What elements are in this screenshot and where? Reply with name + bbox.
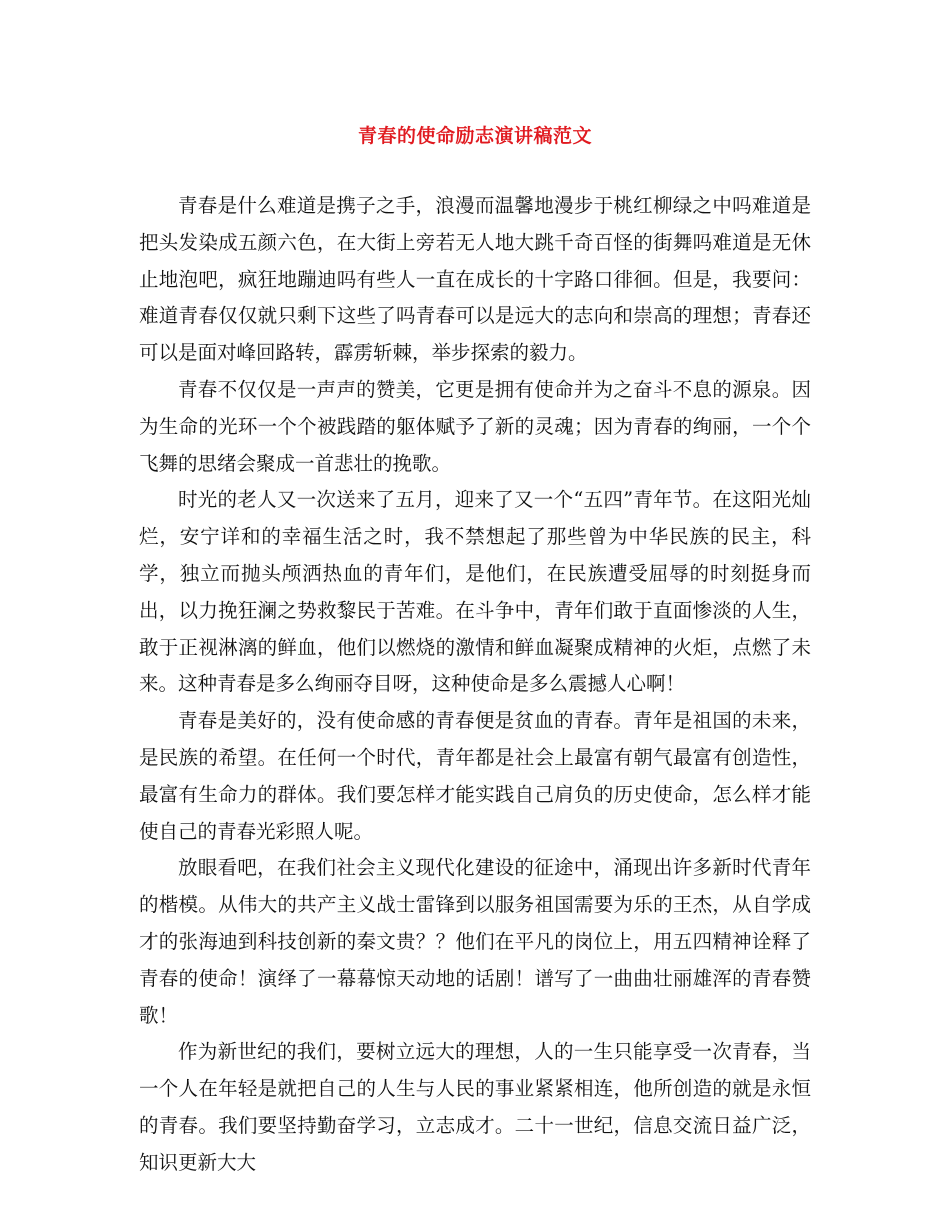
paragraph-4: 青春是美好的，没有使命感的青春便是贫血的青春。青年是祖国的未来，是民族的希望。在任何一个时代，青年都是社会上最富有朝气最富有创造性，最富有生命力的群体。我们要怎样才能实践自己肩负的历史使命，怎么样才能使自己的青春光彩照人呢。 — [139, 709, 811, 843]
document-title: 青春的使命励志演讲稿范文 — [357, 125, 592, 147]
paragraph-2: 青春不仅仅是一声声的赞美，它更是拥有使命并为之奋斗不息的源泉。因为生命的光环一个个被践踏的躯体赋予了新的灵魂；因为青春的绚丽，一个个飞舞的思绪会聚成一首悲壮的挽歌。 — [139, 377, 811, 475]
paragraph-1: 青春是什么难道是携子之手，浪漫而温馨地漫步于桃红柳绿之中吗难道是把头发染成五颜六色，在大街上旁若无人地大跳千奇百怪的街舞吗难道是无休止地泡吧，疯狂地蹦迪吗有些人一直在成长的十字路口徘徊。但是，我要问：难道青春仅仅就只剩下这些了吗青春可以是远大的志向和崇高的理想；青春还可以是面对峰回路转，霹雳斩棘，举步探索的毅力。 — [139, 194, 811, 365]
paragraph-5: 放眼看吧，在我们社会主义现代化建设的征途中，涌现出许多新时代青年的楷模。从伟大的共产主义战士雷锋到以服务祖国需要为乐的王杰，从自学成才的张海迪到科技创新的秦文贵？？他们在平凡的岗位上，用五四精神诠释了青春的使命！演绎了一幕幕惊天动地的话剧！谱写了一曲曲壮丽雄浑的青春赞歌！ — [139, 856, 811, 1027]
paragraph-3: 时光的老人又一次送来了五月，迎来了又一个“五四”青年节。在这阳光灿烂，安宁详和的幸福生活之时，我不禁想起了那些曾为中华民族的民主，科学，独立而抛头颅洒热血的青年们，是他们，在民族遭受屈辱的时刻挺身而出，以力挽狂澜之势救黎民于苦难。在斗争中，青年们敢于直面惨淡的人生，敢于正视淋漓的鲜血，他们以燃烧的激情和鲜血凝聚成精神的火炬，点燃了未来。这种青春是多么绚丽夺目呀，这种使命是多么震撼人心啊！ — [139, 488, 811, 696]
document-body — [139, 188, 811, 1182]
paragraph-6: 作为新世纪的我们，要树立远大的理想，人的一生只能享受一次青春，当一个人在年轻是就把自己的人生与人民的事业紧紧相连，他所创造的就是永恒的青春。我们要坚持勤奋学习，立志成才。二十一世纪，信息交流日益广泛，知识更新大大 — [139, 1040, 811, 1174]
